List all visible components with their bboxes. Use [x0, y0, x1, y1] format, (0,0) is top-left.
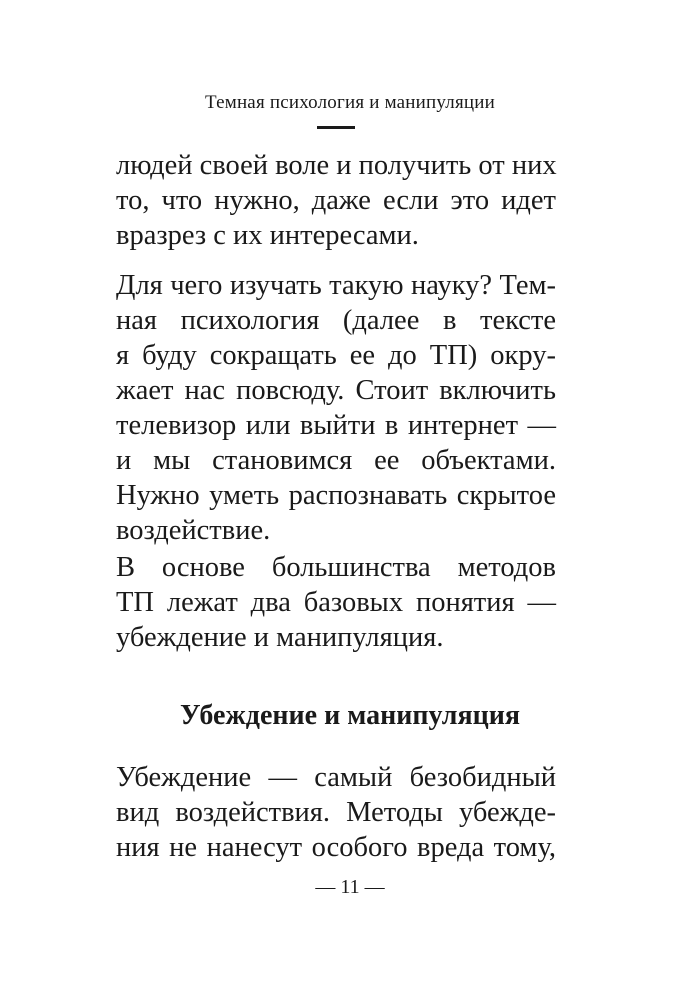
text-line: В основе большинства методов: [116, 552, 556, 583]
paragraph-persuasion: [116, 760, 556, 865]
paragraph-continuation: [116, 148, 556, 253]
text-line: Для чего изучать такую науку? Тем-: [116, 270, 556, 301]
text-line: вид воздействия. Методы убежде-: [116, 797, 556, 828]
section-heading: Убеждение и манипуляция: [179, 700, 521, 731]
text-line: воздействие.: [116, 515, 271, 546]
page-number: — 11 —: [315, 876, 385, 898]
text-line: то, что нужно, даже если это идет: [116, 185, 556, 216]
paragraph-why-study: [116, 268, 556, 548]
text-line: вразрез с их интересами.: [116, 220, 419, 251]
text-line: ная психология (далее в тексте: [116, 305, 556, 336]
text-line: Нужно уметь распознавать скрытое: [116, 480, 556, 511]
paragraph-basic-concepts: [116, 550, 556, 655]
text-line: жает нас повсюду. Стоит включить: [116, 375, 556, 406]
text-line: людей своей воле и получить от них: [116, 150, 557, 181]
running-head: Темная психология и манипуляции: [205, 92, 495, 113]
text-line: я буду сокращать ее до ТП) окру-: [116, 340, 556, 371]
text-line: телевизор или выйти в интернет —: [116, 410, 556, 441]
text-line: и мы становимся ее объектами.: [116, 445, 556, 476]
header-rule: [317, 126, 355, 129]
text-line: убеждение и манипуляция.: [116, 622, 444, 653]
text-line: ния не нанесут особого вреда тому,: [116, 832, 556, 863]
text-line: ТП лежат два базовых понятия —: [116, 587, 556, 618]
text-line: Убеждение — самый безобидный: [116, 762, 556, 793]
